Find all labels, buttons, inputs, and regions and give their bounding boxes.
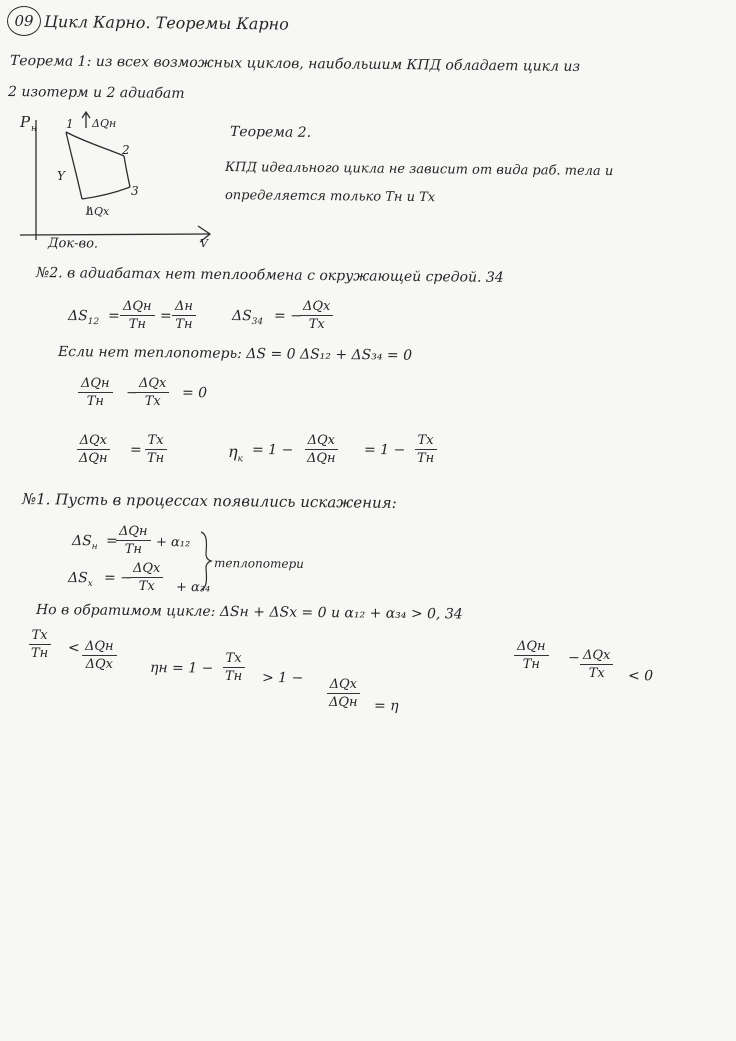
dsx-alpha: + α₃₄ [175,580,211,596]
ds12-fraction: ΔQн Tн [120,299,155,332]
point-3: 3 [131,184,139,198]
ds12-equals: = [107,308,120,325]
dsn-fraction: ΔQн Tн [116,524,151,557]
losses-label: теплопотери [213,556,304,571]
dsn-label: $\Delta S_н$ [71,533,98,553]
f1-fraction: ΔQн Tн [78,376,113,409]
point1-statement: №1. Пусть в процессах появились искажения: [21,490,397,512]
heat-in-arrow [82,112,90,128]
ticket-number-circle [7,6,41,36]
theorem2-line1: КПД идеального цикла не зависит от вида раб. тела и [224,160,614,180]
point-4: Y [57,169,65,183]
ratio-fraction: ΔQх ΔQн [76,433,111,466]
eta-fraction: ΔQх ΔQн [304,433,339,466]
ds34-fraction: ΔQх Tх [300,299,333,332]
eta-equals-2: = 1 − [363,442,406,459]
f1-minus: − [125,385,138,402]
ticket-number: 09 [14,12,34,30]
theorem2-title: Теорема 2. [229,124,312,141]
adiabat-left [66,132,82,199]
v-axis [20,234,210,235]
isotherm-hot [66,132,124,156]
final-efficiency-fraction: ΔQх ΔQн [326,677,361,710]
heat-in-label: ΔQн [92,117,117,130]
point2-statement: №2. в адиабатах нет теплообмена с окружающей средой. 34 [35,265,504,286]
ds12-equals-2: = [159,308,172,325]
rev-minus: − [567,650,580,667]
pv-diagram [0,100,230,250]
reversible-statement: Но в обратимом цикле: ΔSн + ΔSх = 0 и α₁₂ + α₃₄ > 0, 34 [35,602,463,623]
theorem2-line2: определяется только Тн и Тх [224,188,436,206]
losses-brace [198,530,214,592]
p-axis-label: P [20,113,31,131]
eta-equals: = 1 − [251,442,294,459]
final-less-than: < [67,640,80,657]
dsn-alpha: + α₁₂ [155,535,191,551]
no-loss-condition: Если нет теплопотерь: ΔS = 0 ΔS₁₂ + ΔS₃₄ = 0 [57,344,413,364]
final-ratio-fraction: Tх Tн [28,628,51,661]
v-axis-label: V [200,237,208,250]
point-1: 1 [66,117,74,131]
theorem1-line1: Теорема 1: из всех возможных циклов, наибольшим КПД обладает цикл из [9,53,581,75]
point-2: 2 [122,143,130,157]
dsx-equals: = − [103,570,133,587]
eta-label: $\eta_к$ [227,442,243,465]
dsx-label: $\Delta S_х$ [67,570,93,590]
theorem1-line2: 2 изотерм и 2 адиабат [7,84,185,102]
f1-equals-zero: = 0 [181,385,208,402]
rev-less-than-zero: < 0 [627,668,654,685]
ds34-equals: = − [273,308,303,325]
ds34-label: $\Delta S_{34}$ [231,308,264,328]
page-title: Цикл Карно. Теоремы Карно [43,12,289,34]
final-temp-fraction: Tх Tн [222,651,245,684]
rev-fraction: ΔQн Tн [514,639,549,672]
ratio-equals: = [129,442,142,459]
eta-fraction-2: Tх Tн [414,433,437,466]
f1-fraction-2: ΔQх Tх [136,376,169,409]
heat-out-label: ΔQх [86,205,110,218]
proof-heading: Док-во. [47,236,99,252]
final-greater-than: > 1 − [261,670,304,687]
final-eta: ηн = 1 − [149,660,214,677]
final-heat-fraction: ΔQн ΔQх [82,639,117,672]
final-equals-eta: = η [373,698,399,715]
ds12-label: $\Delta S_{12}$ [67,308,100,328]
isotherm-cold [82,187,130,199]
p-axis-subscript: н [31,124,37,134]
dsn-equals: = [105,533,118,550]
ds12-fraction-2: Δн Tн [172,299,196,332]
ratio-fraction-2: Tх Tн [144,433,167,466]
rev-fraction-2: ΔQх Tх [580,648,613,681]
adiabat-right [124,156,130,187]
dsx-fraction: ΔQх Tх [130,561,163,594]
